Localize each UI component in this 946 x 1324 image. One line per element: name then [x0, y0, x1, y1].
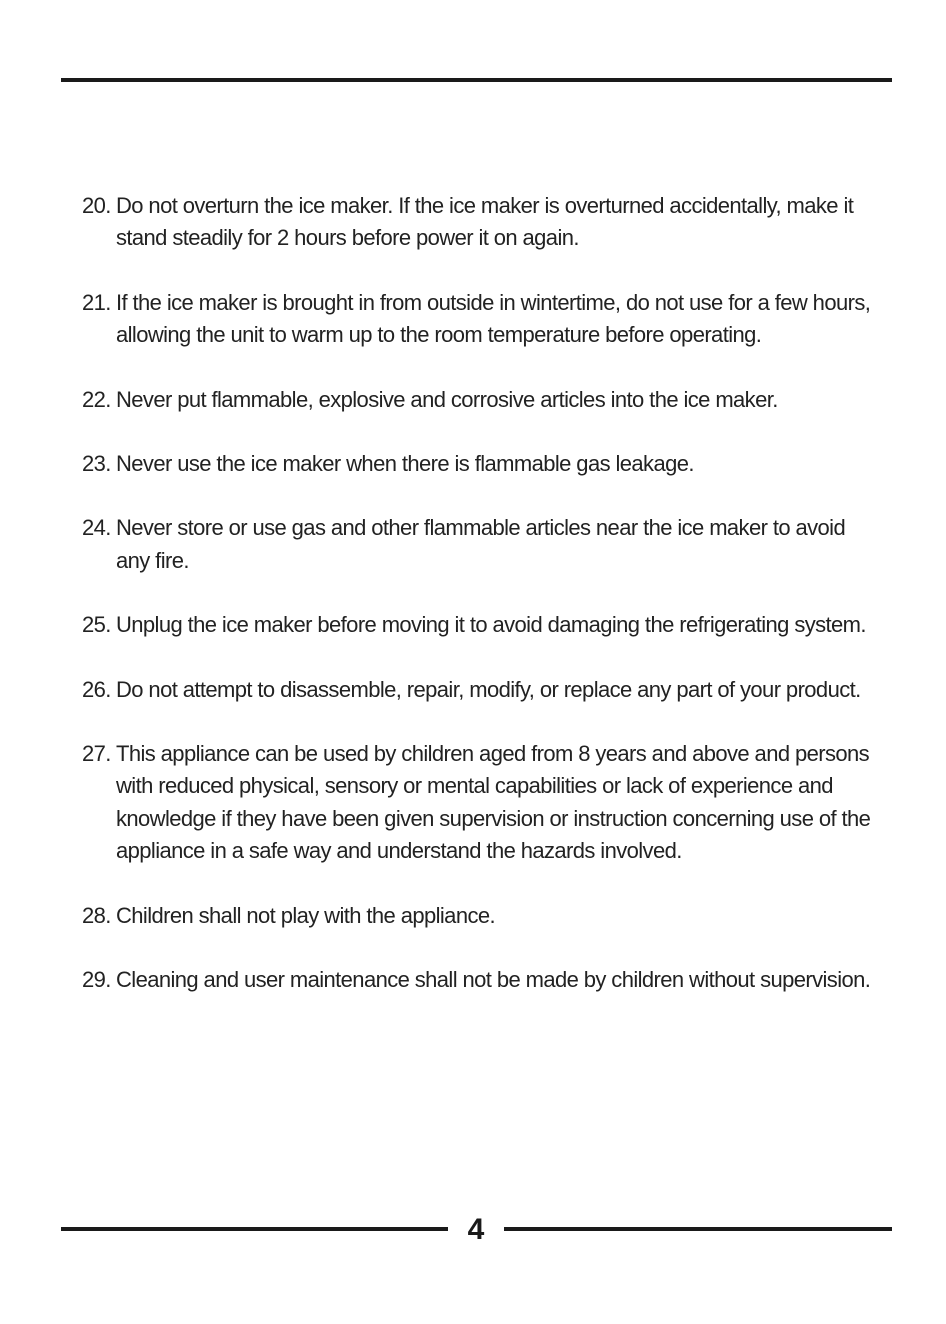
- footer-rule-left: [61, 1227, 448, 1231]
- footer-rule-right: [504, 1227, 892, 1231]
- item-text: Cleaning and user maintenance shall not be made by children without supervision.: [116, 967, 871, 993]
- item-number: 25.: [82, 612, 111, 638]
- item-text: Never store or use gas and other flammable articles near the ice maker to avoid any fire.: [116, 515, 846, 573]
- item-number: 21.: [82, 289, 111, 315]
- item-text: Do not overturn the ice maker. If the ice maker is overturned accidentally, make it stand steadily for 2 hours before power it on again.: [116, 193, 854, 251]
- item-text: Children shall not play with the appliance.: [116, 902, 495, 928]
- list-item: [82, 609, 882, 641]
- list-item: [82, 900, 882, 932]
- item-text: If the ice maker is brought in from outside in wintertime, do not use for a few hours, allowing the unit to warm up to the room temperature before operating.: [116, 289, 871, 348]
- safety-instructions-list: [82, 190, 882, 997]
- item-number: 27.: [82, 741, 111, 767]
- list-item: [82, 190, 882, 255]
- list-item: [82, 512, 882, 577]
- item-text: This appliance can be used by children aged from 8 years and above and persons with reduced physical, sensory or mental capabilities or lack of experience and knowledge if they have been given supervision or instruction concerning use of the appliance in a safe way and understand the hazards involved.: [116, 741, 871, 864]
- list-item: [82, 674, 882, 706]
- list-item: [82, 738, 882, 868]
- item-number: 29.: [82, 967, 111, 993]
- item-text: Never use the ice maker when there is flammable gas leakage.: [116, 451, 694, 477]
- list-item: [82, 287, 882, 352]
- item-text: Do not attempt to disassemble, repair, modify, or replace any part of your product.: [116, 676, 861, 702]
- item-number: 24.: [82, 515, 111, 541]
- list-item: [82, 384, 882, 416]
- item-text: Never put flammable, explosive and corrosive articles into the ice maker.: [116, 386, 778, 412]
- item-number: 23.: [82, 451, 111, 477]
- header-rule: [61, 78, 892, 82]
- item-number: 22.: [82, 386, 111, 412]
- item-number: 20.: [82, 193, 111, 218]
- list-item: [82, 964, 882, 996]
- page-number: 4: [467, 1213, 485, 1246]
- item-number: 26.: [82, 676, 111, 702]
- item-text: Unplug the ice maker before moving it to avoid damaging the refrigerating system.: [116, 612, 866, 638]
- list-item: [82, 448, 882, 480]
- item-number: 28.: [82, 902, 111, 928]
